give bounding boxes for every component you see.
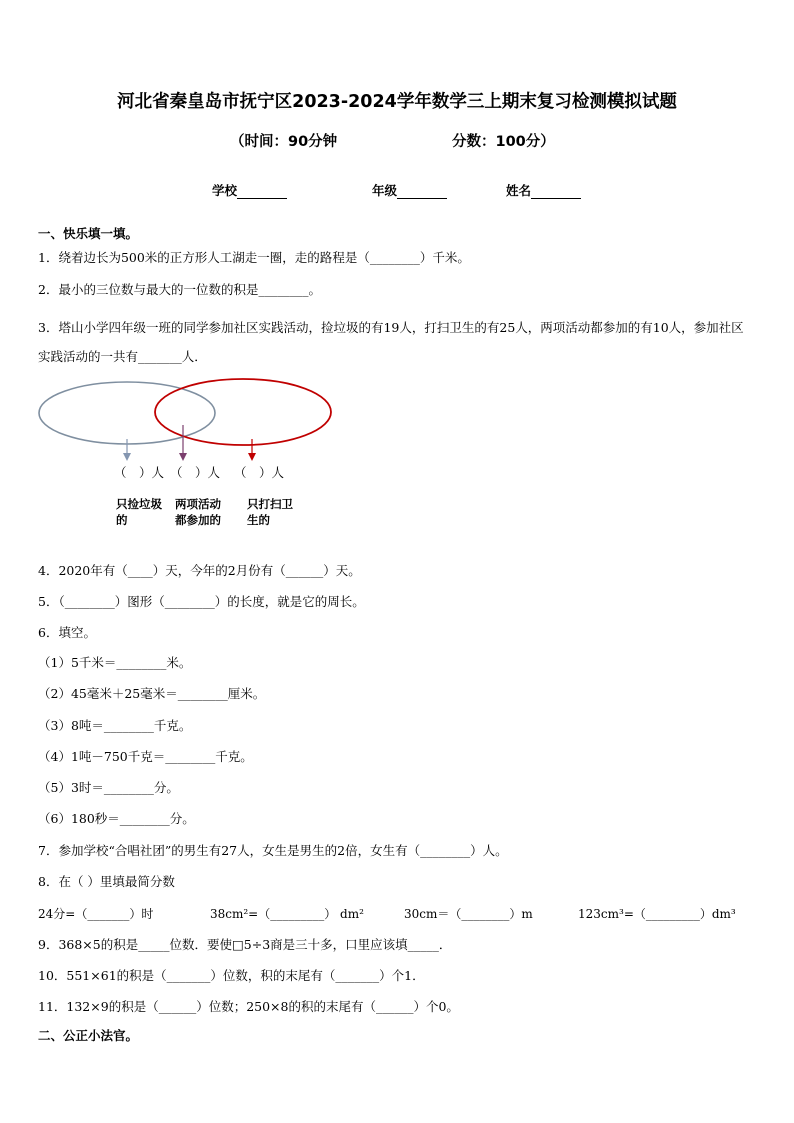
exam-time: （时间：90分钟 xyxy=(230,134,338,150)
question-7: 7．参加学校“合唱社团”的男生有27人，女生是男生的2倍，女生有（________）人。 xyxy=(38,843,508,858)
question-6-item-1: （1）5千米＝________米。 xyxy=(38,655,192,670)
school-field xyxy=(212,181,287,199)
question-6-item-4: （4）1吨－750千克＝________千克。 xyxy=(38,749,253,764)
grade-blank[interactable] xyxy=(397,185,447,199)
page-title: 河北省秦皇岛市抚宁区2023-2024学年数学三上期末复习检测模拟试题 xyxy=(117,92,677,112)
question-4: 4．2020年有（____）天，今年的2月份有（______）天。 xyxy=(38,563,361,578)
venn-note-middle: 两项活动都参加的 xyxy=(175,497,221,527)
question-6-title: 6．填空。 xyxy=(38,625,96,640)
school-blank[interactable] xyxy=(237,185,287,199)
question-9: 9．368×5的积是_____位数．要使□5÷3商是三十多，口里应该填_____． xyxy=(38,937,452,952)
grade-label: 年级 xyxy=(372,183,398,198)
name-field xyxy=(506,181,581,199)
question-11: 11．132×9的积是（______）位数；250×8的积的末尾有（______）个0。 xyxy=(38,999,459,1014)
grade-field xyxy=(372,181,447,199)
arrow-middle xyxy=(179,425,187,461)
venn-blank-right: （ ）人 xyxy=(234,465,285,480)
question-5: 5．（________）图形（________）的长度，就是它的周长。 xyxy=(38,594,365,609)
arrow-left xyxy=(123,439,131,461)
section-2-title: 二、公正小法官。 xyxy=(38,1028,139,1043)
name-blank[interactable] xyxy=(531,185,581,199)
question-8-a: 24分=（_______）时 xyxy=(38,907,154,921)
school-label: 学校 xyxy=(212,183,238,198)
question-10: 10．551×61的积是（_______）位数，积的末尾有（_______）个1． xyxy=(38,968,425,983)
question-6-item-6: （6）180秒＝________分。 xyxy=(38,811,195,826)
venn-diagram xyxy=(38,375,338,465)
venn-note-left: 只捡垃圾的 xyxy=(116,497,162,527)
student-info xyxy=(0,181,794,201)
name-label: 姓名 xyxy=(506,183,532,198)
question-6-item-3: （3）8吨＝________千克。 xyxy=(38,718,192,733)
question-1: 1．绕着边长为500米的正方形人工湖走一圈，走的路程是（________）千米。 xyxy=(38,250,470,265)
question-6-item-5: （5）3时＝________分。 xyxy=(38,780,179,795)
venn-blank-left: （ ）人 xyxy=(114,465,165,480)
question-8-d: 123cm³=（_________）dm³ xyxy=(578,907,736,921)
question-8-b: 38cm²=（_________） dm² xyxy=(210,907,364,921)
left-circle xyxy=(39,382,215,444)
question-8-title: 8．在（ ）里填最简分数 xyxy=(38,874,175,889)
section-1-title: 一、快乐填一填。 xyxy=(38,226,139,241)
venn-note-right: 只打扫卫生的 xyxy=(247,497,293,527)
question-8-c: 30cm＝（________）m xyxy=(404,907,533,921)
exam-score: 分数：100分） xyxy=(452,134,555,150)
venn-blank-middle: （ ）人 xyxy=(170,465,221,480)
question-2: 2．最小的三位数与最大的一位数的积是________。 xyxy=(38,282,321,297)
question-6-item-2: （2）45毫米＋25毫米＝________厘米。 xyxy=(38,686,266,701)
right-circle xyxy=(155,379,331,445)
arrow-right xyxy=(248,439,256,461)
question-3: 3．塔山小学四年级一班的同学参加社区实践活动，捡垃圾的有19人，打扫卫生的有25人，两项活动都参加的有10人，参加社区实践活动的一共有_______人． xyxy=(38,320,744,364)
